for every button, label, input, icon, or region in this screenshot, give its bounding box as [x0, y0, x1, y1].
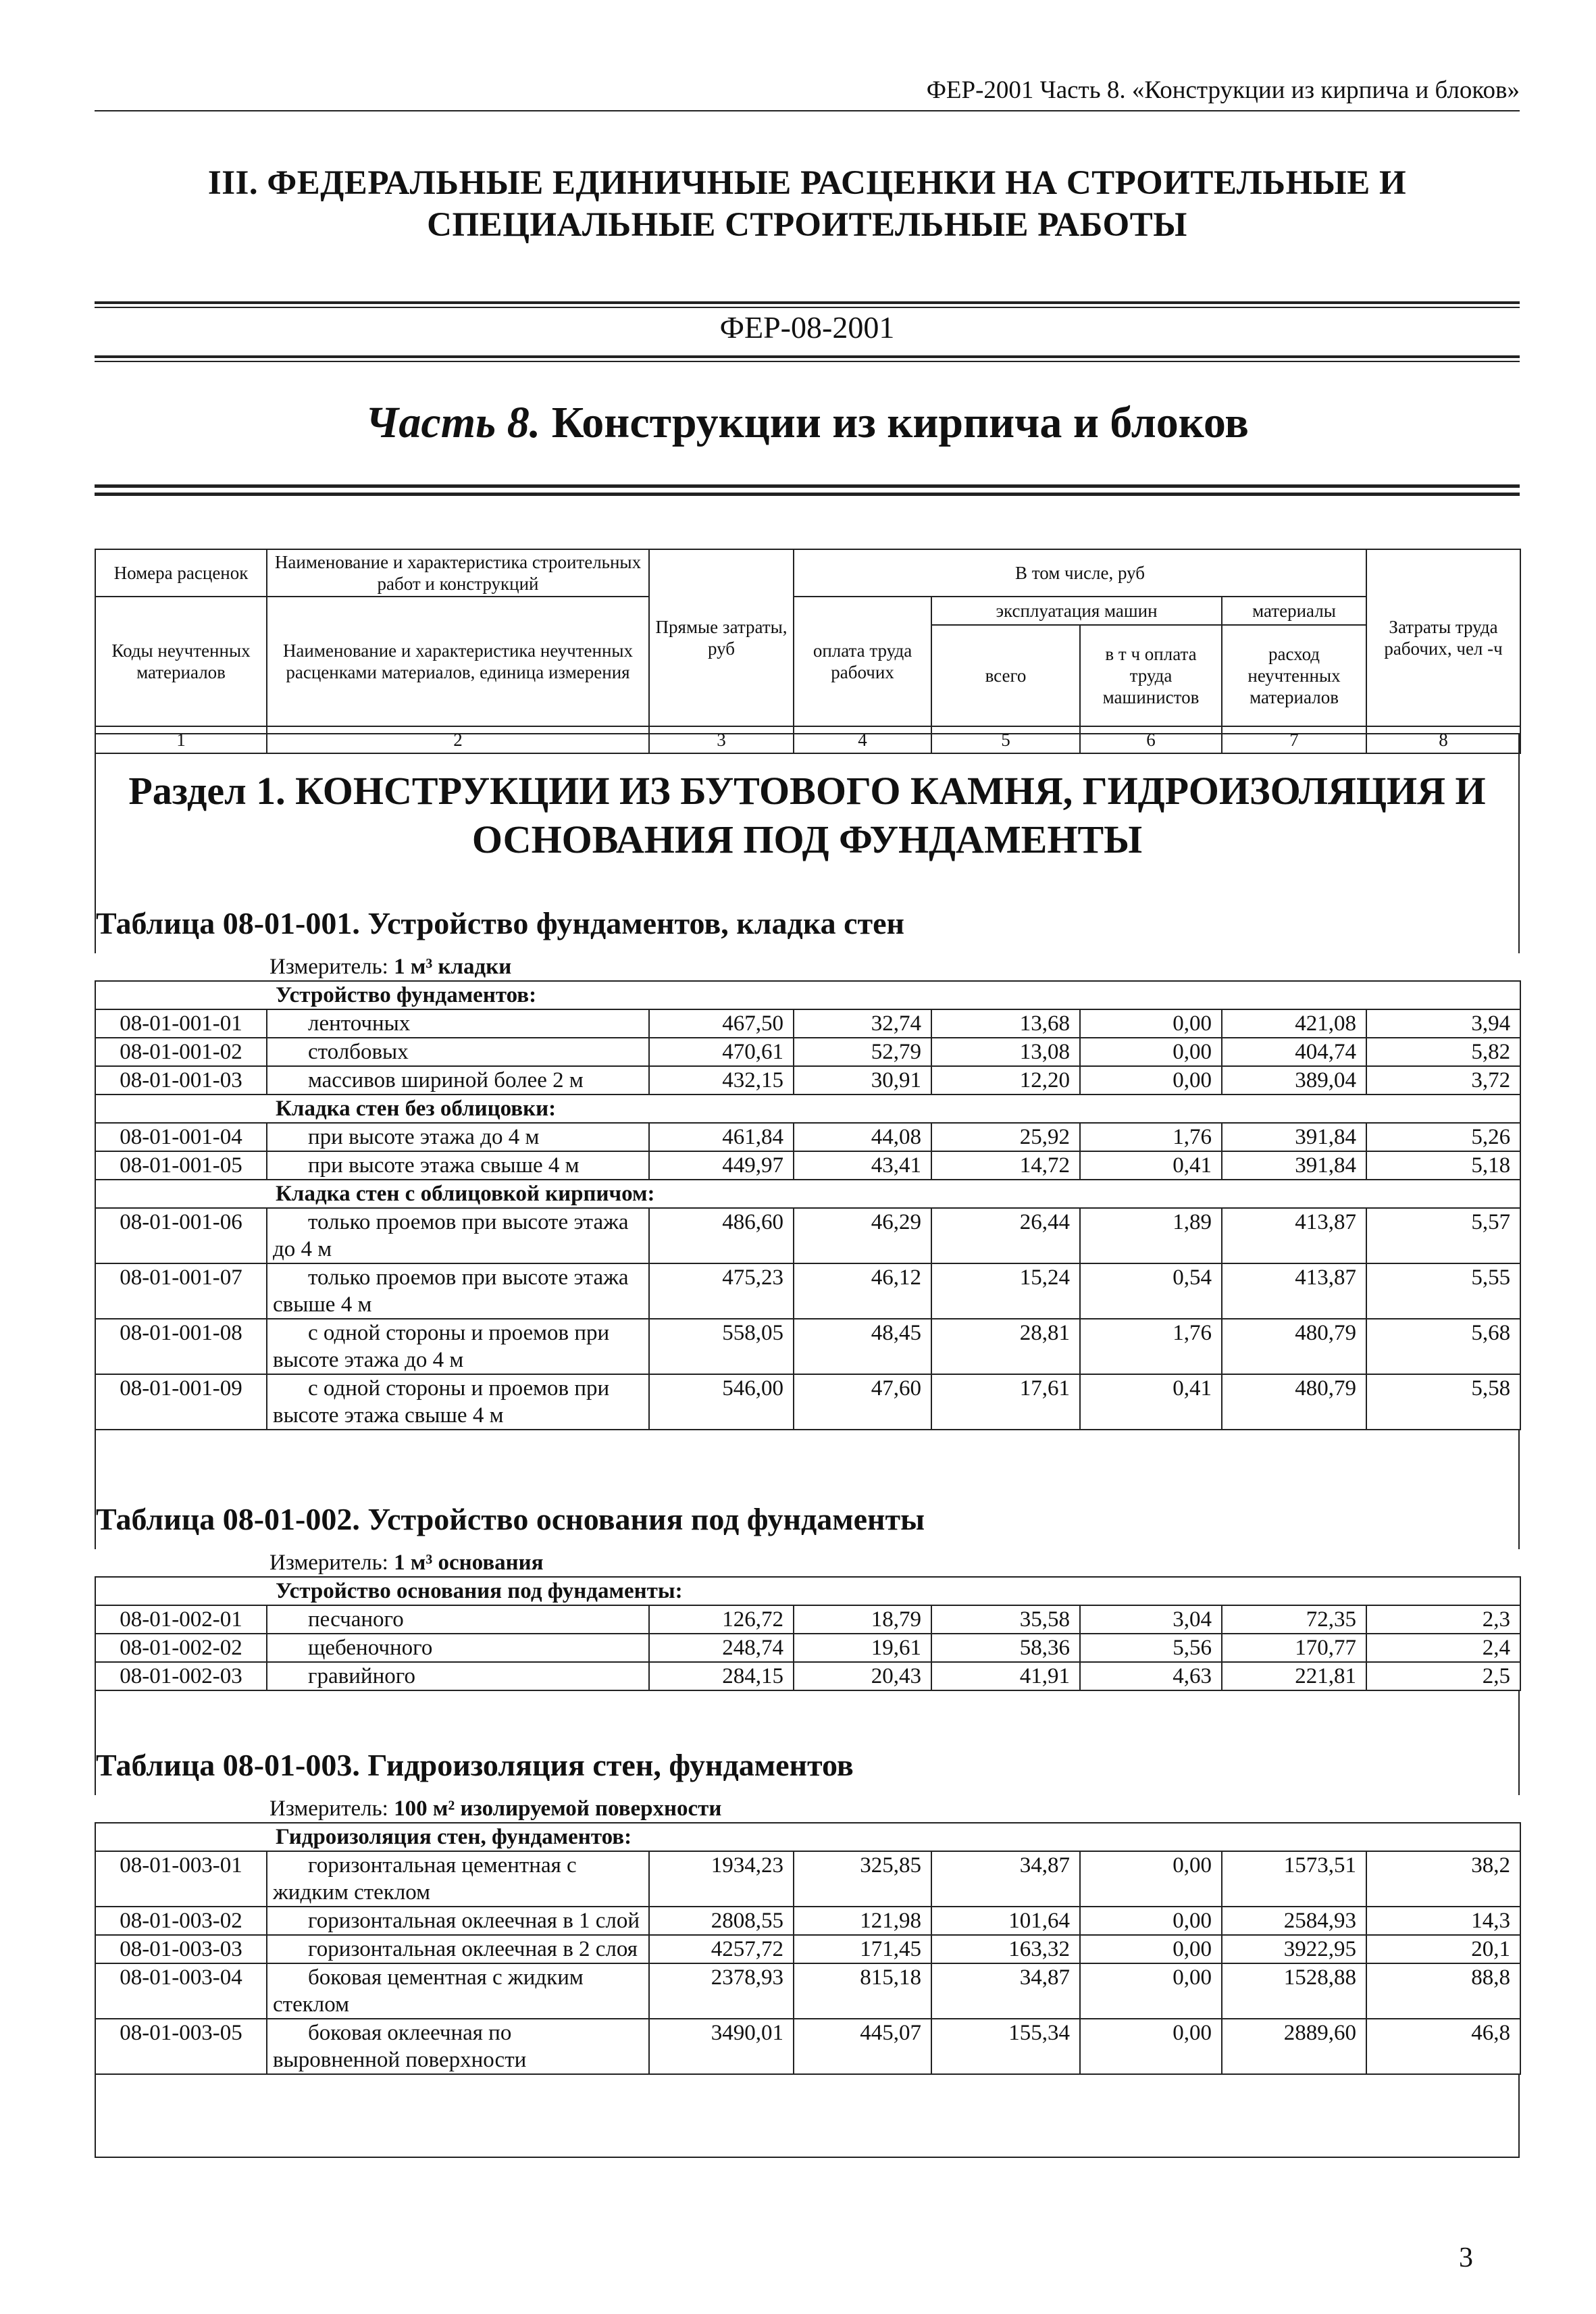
table-row [95, 1009, 1520, 1038]
labor-hours: 5,58 [1366, 1374, 1520, 1430]
operators-pay: 0,00 [1080, 1907, 1222, 1935]
hdr-num-6: 6 [1080, 726, 1222, 753]
hdr-name-top: Наименование и характеристика строительных работ и конструкций [267, 549, 649, 597]
page-number: 3 [1459, 2242, 1473, 2273]
rate-name: с одной стороны и проемов при высоте этажа свыше 4 м [267, 1374, 649, 1430]
worker-pay: 325,85 [794, 1851, 931, 1907]
rate-name: боковая цементная с жидким стеклом [267, 1963, 649, 2019]
hdr-num-1: 1 [95, 726, 267, 753]
materials-cost: 221,81 [1222, 1662, 1366, 1690]
table-row [95, 1319, 1520, 1374]
hdr-operators-pay: в т ч оплата труда машинистов [1080, 625, 1222, 726]
materials-cost: 413,87 [1222, 1263, 1366, 1319]
table-row [95, 1963, 1520, 2019]
materials-cost: 480,79 [1222, 1319, 1366, 1374]
machines-total: 163,32 [931, 1935, 1080, 1963]
running-header: ФЕР-2001 Часть 8. «Конструкции из кирпича и блоков» [926, 76, 1520, 104]
table-row [95, 1907, 1520, 1935]
measure-row [95, 953, 1520, 981]
measure-value: 1 м³ основания [394, 1551, 544, 1575]
rate-code: 08-01-002-02 [95, 1634, 267, 1662]
measure-label: Измеритель: [269, 1796, 394, 1821]
table-row [95, 1662, 1520, 1690]
title-rule-1 [95, 484, 1520, 488]
table-row [95, 1208, 1520, 1263]
table-title-3: Таблица 08-01-003. Гидроизоляция стен, фундаментов [96, 1747, 1517, 1783]
table-title-1: Таблица 08-01-001. Устройство фундаментов, кладка стен [96, 905, 1517, 941]
materials-cost: 421,08 [1222, 1009, 1366, 1038]
labor-hours: 5,68 [1366, 1319, 1520, 1374]
worker-pay: 30,91 [794, 1066, 931, 1095]
rate-name: щебеночного [267, 1634, 649, 1662]
table-row [95, 1151, 1520, 1180]
group-subheading: Кладка стен без облицовки: [95, 1095, 1520, 1123]
worker-pay: 43,41 [794, 1151, 931, 1180]
labor-hours: 88,8 [1366, 1963, 1520, 2019]
worker-pay: 171,45 [794, 1935, 931, 1963]
machines-total: 15,24 [931, 1263, 1080, 1319]
direct-costs: 1934,23 [649, 1851, 794, 1907]
measure-row [95, 1795, 1520, 1823]
machines-total: 25,92 [931, 1123, 1080, 1151]
direct-costs: 3490,01 [649, 2019, 794, 2074]
measure-value: 100 м² изолируемой поверхности [394, 1796, 722, 1821]
hdr-machines-total: всего [931, 625, 1080, 726]
title-rule-2 [95, 493, 1520, 496]
machines-total: 35,58 [931, 1605, 1080, 1634]
operators-pay: 5,56 [1080, 1634, 1222, 1662]
rates-table-3 [95, 1795, 1521, 2075]
labor-hours: 5,55 [1366, 1263, 1520, 1319]
rate-code: 08-01-003-04 [95, 1963, 267, 2019]
worker-pay: 20,43 [794, 1662, 931, 1690]
machines-total: 101,64 [931, 1907, 1080, 1935]
rate-name: горизонтальная оклеечная в 2 слоя [267, 1935, 649, 1963]
hdr-materials: материалы [1222, 597, 1366, 625]
hdr-num-2: 2 [267, 726, 649, 753]
operators-pay: 0,00 [1080, 1851, 1222, 1907]
table-row [95, 1605, 1520, 1634]
section-title [96, 767, 1518, 864]
materials-cost: 1573,51 [1222, 1851, 1366, 1907]
hdr-unaccounted-materials: расход неучтенных материалов [1222, 625, 1366, 726]
rates-table-1 [95, 953, 1521, 1430]
rate-code: 08-01-001-03 [95, 1066, 267, 1095]
table-title-2: Таблица 08-01-002. Устройство основания под фундаменты [96, 1501, 1517, 1537]
rate-code: 08-01-001-02 [95, 1038, 267, 1066]
rate-name: столбовых [267, 1038, 649, 1066]
materials-cost: 2584,93 [1222, 1907, 1366, 1935]
operators-pay: 0,00 [1080, 1935, 1222, 1963]
materials-cost: 391,84 [1222, 1151, 1366, 1180]
rate-name: горизонтальная цементная с жидким стеклом [267, 1851, 649, 1907]
rate-code: 08-01-003-05 [95, 2019, 267, 2074]
table-row [95, 2019, 1520, 2074]
direct-costs: 546,00 [649, 1374, 794, 1430]
operators-pay: 0,54 [1080, 1263, 1222, 1319]
operators-pay: 0,00 [1080, 2019, 1222, 2074]
labor-hours: 20,1 [1366, 1935, 1520, 1963]
operators-pay: 0,41 [1080, 1151, 1222, 1180]
part-title-text: Конструкции из кирпича и блоков [551, 398, 1249, 447]
doc-code: ФЕР-08-2001 [719, 310, 895, 345]
rate-code: 08-01-002-01 [95, 1605, 267, 1634]
machines-total: 17,61 [931, 1374, 1080, 1430]
direct-costs: 248,74 [649, 1634, 794, 1662]
direct-costs: 475,23 [649, 1263, 794, 1319]
labor-hours: 46,8 [1366, 2019, 1520, 2074]
rate-code: 08-01-003-03 [95, 1935, 267, 1963]
materials-cost: 480,79 [1222, 1374, 1366, 1430]
rate-name: только проемов при высоте этажа до 4 м [267, 1208, 649, 1263]
table-row [95, 1038, 1520, 1066]
rate-name: горизонтальная оклеечная в 1 слой [267, 1907, 649, 1935]
table-row [95, 1123, 1520, 1151]
rate-code: 08-01-001-05 [95, 1151, 267, 1180]
materials-cost: 3922,95 [1222, 1935, 1366, 1963]
column-header-table [95, 549, 1521, 754]
rate-code: 08-01-003-01 [95, 1851, 267, 1907]
direct-costs: 461,84 [649, 1123, 794, 1151]
direct-costs: 486,60 [649, 1208, 794, 1263]
machines-total: 41,91 [931, 1662, 1080, 1690]
group-subheading: Устройство фундаментов: [95, 981, 1520, 1009]
rate-code: 08-01-001-06 [95, 1208, 267, 1263]
labor-hours: 2,5 [1366, 1662, 1520, 1690]
rate-name: с одной стороны и проемов при высоте этажа до 4 м [267, 1319, 649, 1374]
hdr-num-8: 8 [1366, 726, 1520, 753]
rate-name: массивов шириной более 2 м [267, 1066, 649, 1095]
hdr-num-4: 4 [794, 726, 931, 753]
labor-hours: 38,2 [1366, 1851, 1520, 1907]
measure-row [95, 1549, 1520, 1577]
rate-name: ленточных [267, 1009, 649, 1038]
rate-name: песчаного [267, 1605, 649, 1634]
materials-cost: 2889,60 [1222, 2019, 1366, 2074]
operators-pay: 0,00 [1080, 1009, 1222, 1038]
worker-pay: 32,74 [794, 1009, 931, 1038]
direct-costs: 558,05 [649, 1319, 794, 1374]
rate-code: 08-01-001-08 [95, 1319, 267, 1374]
worker-pay: 48,45 [794, 1319, 931, 1374]
materials-cost: 391,84 [1222, 1123, 1366, 1151]
table-row [95, 1851, 1520, 1907]
rate-name: боковая оклеечная по выровненной поверхности [267, 2019, 649, 2074]
table-row [95, 1634, 1520, 1662]
machines-total: 34,87 [931, 1851, 1080, 1907]
rate-code: 08-01-001-07 [95, 1263, 267, 1319]
worker-pay: 46,12 [794, 1263, 931, 1319]
direct-costs: 2808,55 [649, 1907, 794, 1935]
hdr-name-bottom: Наименование и характеристика неучтенных расценками материалов, единица измерения [267, 597, 649, 726]
measure-value: 1 м³ кладки [394, 955, 512, 979]
direct-costs: 432,15 [649, 1066, 794, 1095]
group-subheading: Кладка стен с облицовкой кирпичом: [95, 1180, 1520, 1208]
hdr-codes-top: Номера расценок [95, 549, 267, 597]
measure-label: Измеритель: [269, 1551, 394, 1575]
rate-name: гравийного [267, 1662, 649, 1690]
section-title-line2: ОСНОВАНИЯ ПОД ФУНДАМЕНТЫ [471, 818, 1143, 861]
rate-code: 08-01-003-02 [95, 1907, 267, 1935]
hdr-num-7: 7 [1222, 726, 1366, 753]
measure-label: Измеритель: [269, 955, 394, 979]
hdr-num-3: 3 [649, 726, 794, 753]
machines-total: 28,81 [931, 1319, 1080, 1374]
worker-pay: 47,60 [794, 1374, 931, 1430]
header-rule [95, 110, 1520, 111]
table-row [95, 1935, 1520, 1963]
operators-pay: 0,00 [1080, 1066, 1222, 1095]
direct-costs: 449,97 [649, 1151, 794, 1180]
operators-pay: 1,76 [1080, 1123, 1222, 1151]
hdr-codes-bottom: Коды неучтенных материалов [95, 597, 267, 726]
hdr-num-5: 5 [931, 726, 1080, 753]
operators-pay: 1,89 [1080, 1208, 1222, 1263]
machines-total: 14,72 [931, 1151, 1080, 1180]
direct-costs: 4257,72 [649, 1935, 794, 1963]
rate-name: только проемов при высоте этажа свыше 4 м [267, 1263, 649, 1319]
direct-costs: 467,50 [649, 1009, 794, 1038]
machines-total: 26,44 [931, 1208, 1080, 1263]
operators-pay: 3,04 [1080, 1605, 1222, 1634]
hdr-labor: Затраты труда рабочих, чел -ч [1366, 549, 1520, 726]
materials-cost: 1528,88 [1222, 1963, 1366, 2019]
rate-code: 08-01-001-04 [95, 1123, 267, 1151]
worker-pay: 44,08 [794, 1123, 931, 1151]
worker-pay: 19,61 [794, 1634, 931, 1662]
machines-total: 58,36 [931, 1634, 1080, 1662]
doc-code-bottom-rule [95, 355, 1520, 362]
hdr-including: В том числе, руб [794, 549, 1366, 597]
labor-hours: 5,82 [1366, 1038, 1520, 1066]
labor-hours: 5,57 [1366, 1208, 1520, 1263]
materials-cost: 170,77 [1222, 1634, 1366, 1662]
machines-total: 13,08 [931, 1038, 1080, 1066]
labor-hours: 2,4 [1366, 1634, 1520, 1662]
doc-code-top-rule [95, 301, 1520, 308]
materials-cost: 413,87 [1222, 1208, 1366, 1263]
rate-name: при высоте этажа до 4 м [267, 1123, 649, 1151]
hdr-machines: эксплуатация машин [931, 597, 1222, 625]
part-title [95, 397, 1520, 449]
worker-pay: 121,98 [794, 1907, 931, 1935]
labor-hours: 14,3 [1366, 1907, 1520, 1935]
rate-code: 08-01-002-03 [95, 1662, 267, 1690]
operators-pay: 0,00 [1080, 1038, 1222, 1066]
operators-pay: 0,00 [1080, 1963, 1222, 2019]
labor-hours: 5,18 [1366, 1151, 1520, 1180]
operators-pay: 4,63 [1080, 1662, 1222, 1690]
rate-name: при высоте этажа свыше 4 м [267, 1151, 649, 1180]
worker-pay: 46,29 [794, 1208, 931, 1263]
direct-costs: 126,72 [649, 1605, 794, 1634]
table-row [95, 1263, 1520, 1319]
rates-table-2 [95, 1549, 1521, 1691]
machines-total: 12,20 [931, 1066, 1080, 1095]
materials-cost: 389,04 [1222, 1066, 1366, 1095]
part-heading-line1: III. ФЕДЕРАЛЬНЫЕ ЕДИНИЧНЫЕ РАСЦЕНКИ НА СТРОИТЕЛЬНЫЕ И [207, 164, 1407, 202]
labor-hours: 3,72 [1366, 1066, 1520, 1095]
table-row [95, 1374, 1520, 1430]
worker-pay: 52,79 [794, 1038, 931, 1066]
section-title-line1: Раздел 1. КОНСТРУКЦИИ ИЗ БУТОВОГО КАМНЯ, ГИДРОИЗОЛЯЦИЯ И [128, 769, 1486, 813]
operators-pay: 0,41 [1080, 1374, 1222, 1430]
part-heading [95, 162, 1520, 246]
operators-pay: 1,76 [1080, 1319, 1222, 1374]
worker-pay: 445,07 [794, 2019, 931, 2074]
labor-hours: 5,26 [1366, 1123, 1520, 1151]
labor-hours: 3,94 [1366, 1009, 1520, 1038]
rate-code: 08-01-001-09 [95, 1374, 267, 1430]
direct-costs: 284,15 [649, 1662, 794, 1690]
part-title-prefix: Часть 8. [365, 398, 541, 447]
worker-pay: 18,79 [794, 1605, 931, 1634]
hdr-direct-costs: Прямые затраты, руб [649, 549, 794, 726]
machines-total: 13,68 [931, 1009, 1080, 1038]
materials-cost: 72,35 [1222, 1605, 1366, 1634]
labor-hours: 2,3 [1366, 1605, 1520, 1634]
group-subheading: Гидроизоляция стен, фундаментов: [95, 1823, 1520, 1851]
table-row [95, 1066, 1520, 1095]
hdr-worker-pay: оплата труда рабочих [794, 597, 931, 726]
part-heading-line2: СПЕЦИАЛЬНЫЕ СТРОИТЕЛЬНЫЕ РАБОТЫ [427, 206, 1187, 244]
machines-total: 34,87 [931, 1963, 1080, 2019]
materials-cost: 404,74 [1222, 1038, 1366, 1066]
machines-total: 155,34 [931, 2019, 1080, 2074]
direct-costs: 2378,93 [649, 1963, 794, 2019]
group-subheading: Устройство основания под фундаменты: [95, 1577, 1520, 1605]
rate-code: 08-01-001-01 [95, 1009, 267, 1038]
direct-costs: 470,61 [649, 1038, 794, 1066]
worker-pay: 815,18 [794, 1963, 931, 2019]
